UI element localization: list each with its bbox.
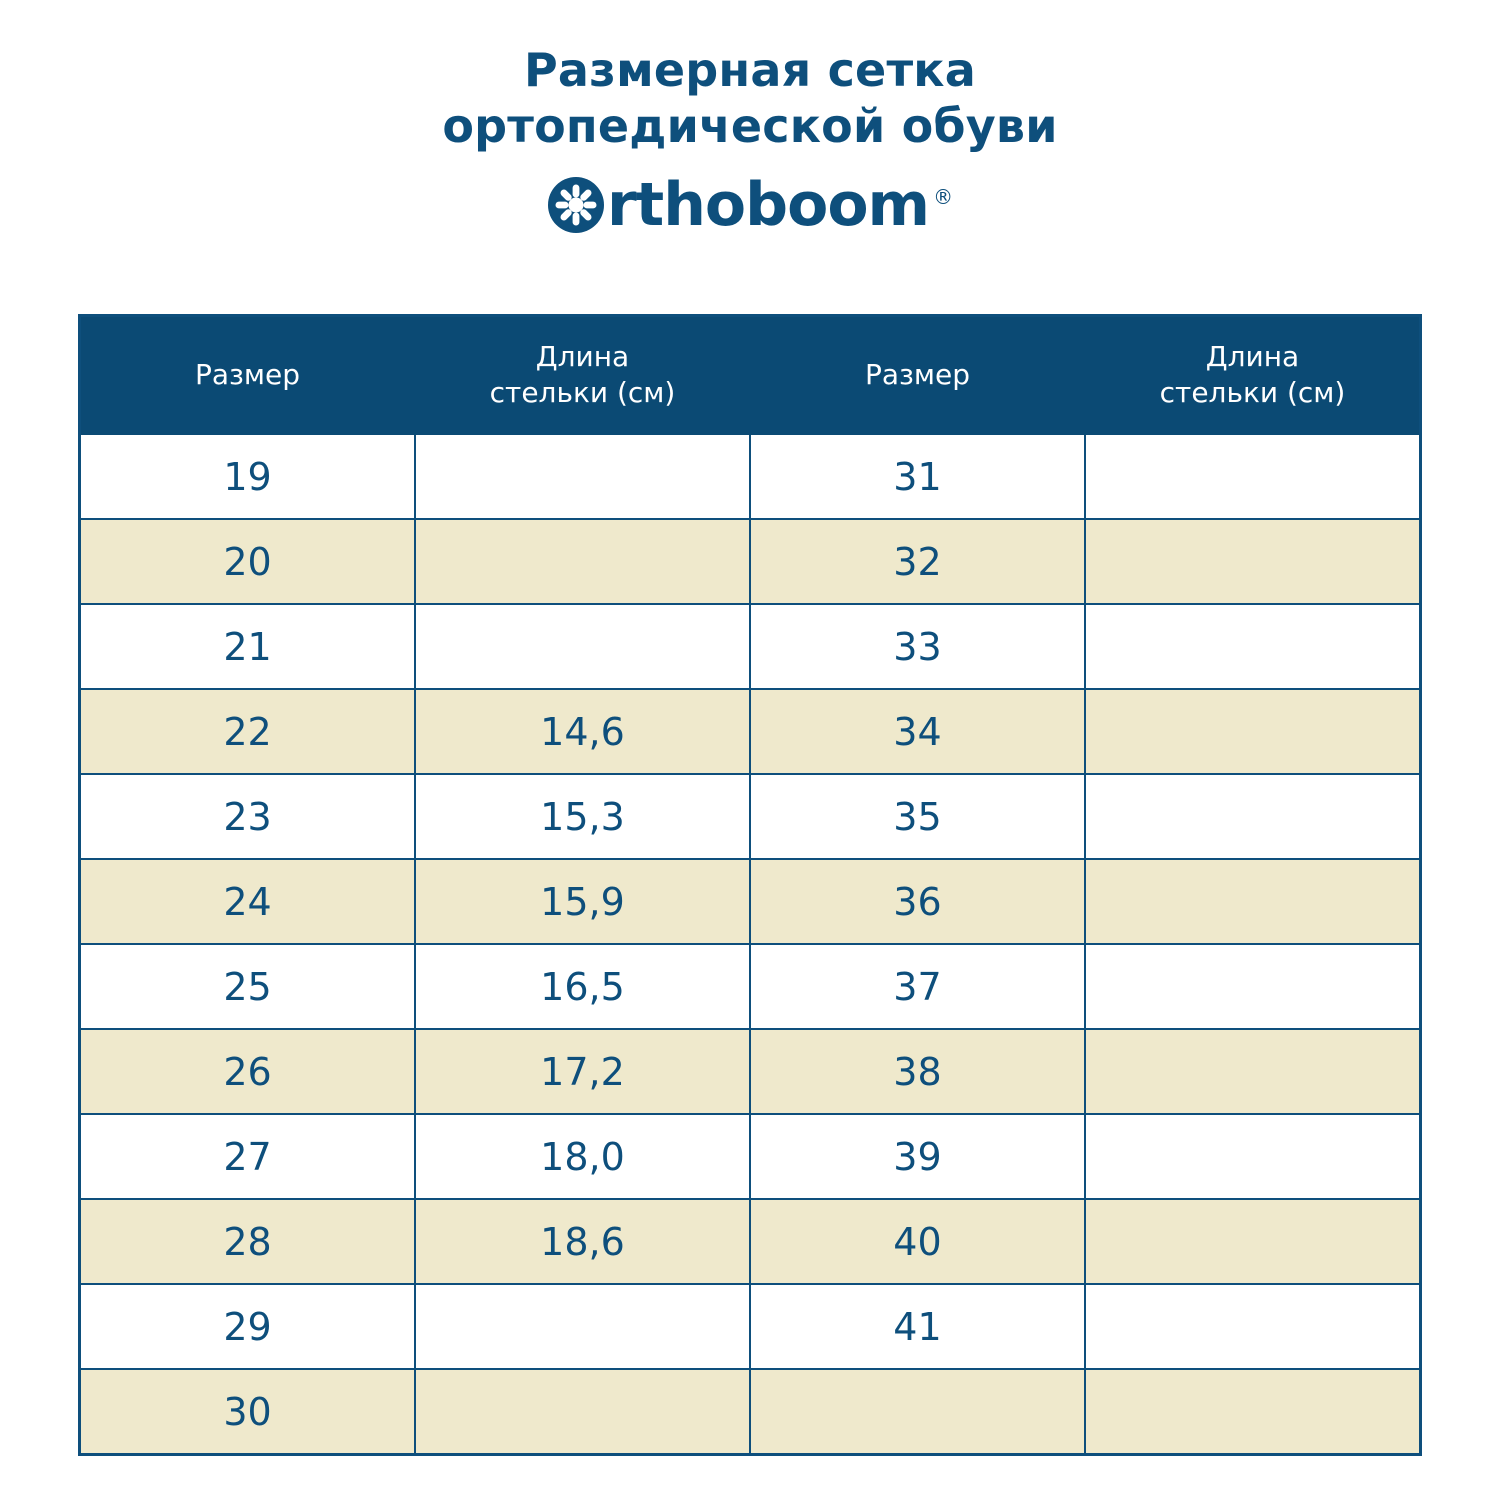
column-header-insole-left-line-1: Длина bbox=[535, 339, 630, 373]
cell-size-left: 26 bbox=[80, 1029, 415, 1114]
cell-size-left: 24 bbox=[80, 859, 415, 944]
page-title bbox=[0, 42, 1500, 154]
table-head bbox=[80, 316, 1421, 435]
cell-insole-left bbox=[415, 604, 750, 689]
cell-insole-left: 16,5 bbox=[415, 944, 750, 1029]
column-header-insole-right bbox=[1085, 316, 1421, 435]
cell-insole-right bbox=[1085, 859, 1421, 944]
cell-size-right: 39 bbox=[750, 1114, 1085, 1199]
cell-size-right: 36 bbox=[750, 859, 1085, 944]
table-row bbox=[80, 944, 1421, 1029]
cell-insole-left: 18,0 bbox=[415, 1114, 750, 1199]
page-title-line-1: Размерная сетка bbox=[524, 43, 976, 97]
column-header-insole-left-line-2: стельки (см) bbox=[489, 376, 676, 409]
cell-insole-right bbox=[1085, 1199, 1421, 1284]
table-row bbox=[80, 1114, 1421, 1199]
cell-insole-right bbox=[1085, 944, 1421, 1029]
cell-size-left: 22 bbox=[80, 689, 415, 774]
cell-size-left: 21 bbox=[80, 604, 415, 689]
cell-size-left: 25 bbox=[80, 944, 415, 1029]
cell-insole-right bbox=[1085, 774, 1421, 859]
cell-size-left: 28 bbox=[80, 1199, 415, 1284]
table-row bbox=[80, 1029, 1421, 1114]
column-header-insole-right-line-2: стельки (см) bbox=[1159, 376, 1346, 409]
page-header bbox=[0, 0, 1500, 241]
cell-size-left: 19 bbox=[80, 434, 415, 519]
flower-logo-icon bbox=[547, 176, 605, 234]
table-header-row bbox=[80, 316, 1421, 435]
cell-size-right: 41 bbox=[750, 1284, 1085, 1369]
table-row bbox=[80, 689, 1421, 774]
cell-insole-left: 15,9 bbox=[415, 859, 750, 944]
table-row bbox=[80, 604, 1421, 689]
cell-insole-right bbox=[1085, 1284, 1421, 1369]
size-table bbox=[78, 314, 1422, 1456]
column-header-insole-right-line-1: Длина bbox=[1205, 339, 1300, 373]
table-row bbox=[80, 434, 1421, 519]
cell-insole-right bbox=[1085, 519, 1421, 604]
column-header-size-left bbox=[80, 316, 415, 435]
column-header-size-left-label: Размер bbox=[194, 357, 301, 391]
table-row bbox=[80, 774, 1421, 859]
size-table-container bbox=[78, 314, 1422, 1456]
table-row bbox=[80, 1284, 1421, 1369]
cell-size-right: 33 bbox=[750, 604, 1085, 689]
table-body bbox=[80, 434, 1421, 1455]
page-title-line-2: ортопедической обуви bbox=[442, 99, 1058, 154]
cell-size-left: 27 bbox=[80, 1114, 415, 1199]
cell-insole-right bbox=[1085, 1114, 1421, 1199]
cell-insole-left bbox=[415, 1369, 750, 1455]
cell-size-right: 37 bbox=[750, 944, 1085, 1029]
table-row bbox=[80, 1369, 1421, 1455]
table-row bbox=[80, 1199, 1421, 1284]
column-header-size-right-label: Размер bbox=[864, 357, 971, 391]
cell-size-right: 40 bbox=[750, 1199, 1085, 1284]
cell-size-right bbox=[750, 1369, 1085, 1455]
registered-trademark-icon: ® bbox=[933, 185, 954, 210]
cell-insole-left bbox=[415, 434, 750, 519]
cell-size-left: 29 bbox=[80, 1284, 415, 1369]
cell-size-left: 23 bbox=[80, 774, 415, 859]
brand-name: rthoboom bbox=[606, 170, 930, 241]
cell-insole-left bbox=[415, 519, 750, 604]
cell-size-right: 31 bbox=[750, 434, 1085, 519]
column-header-size-right bbox=[750, 316, 1085, 435]
cell-size-right: 34 bbox=[750, 689, 1085, 774]
cell-insole-right bbox=[1085, 604, 1421, 689]
cell-insole-left bbox=[415, 1284, 750, 1369]
cell-insole-right bbox=[1085, 1029, 1421, 1114]
cell-size-left: 30 bbox=[80, 1369, 415, 1455]
cell-size-right: 38 bbox=[750, 1029, 1085, 1114]
cell-size-right: 32 bbox=[750, 519, 1085, 604]
cell-size-left: 20 bbox=[80, 519, 415, 604]
cell-size-right: 35 bbox=[750, 774, 1085, 859]
cell-insole-right bbox=[1085, 434, 1421, 519]
cell-insole-left: 15,3 bbox=[415, 774, 750, 859]
cell-insole-left: 14,6 bbox=[415, 689, 750, 774]
table-row bbox=[80, 519, 1421, 604]
cell-insole-right bbox=[1085, 1369, 1421, 1455]
cell-insole-left: 17,2 bbox=[415, 1029, 750, 1114]
column-header-insole-left bbox=[415, 316, 750, 435]
cell-insole-right bbox=[1085, 689, 1421, 774]
cell-insole-left: 18,6 bbox=[415, 1199, 750, 1284]
brand-lockup bbox=[0, 170, 1500, 241]
table-row bbox=[80, 859, 1421, 944]
